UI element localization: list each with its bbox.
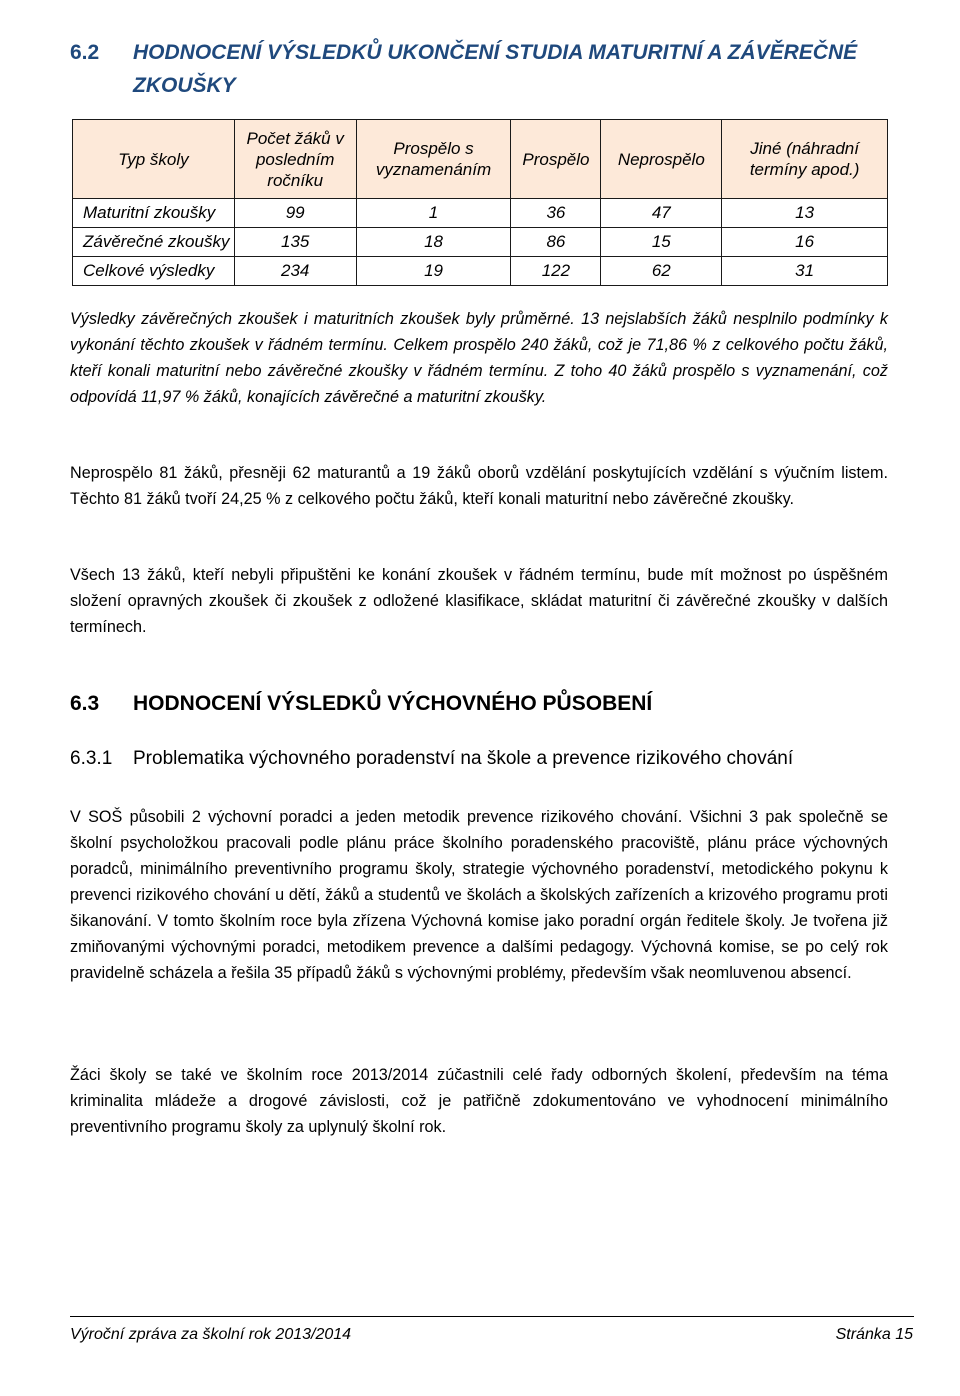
exam-results-table [72,119,888,286]
table-row [73,199,888,228]
section-6-3-1-heading [70,744,930,774]
table-cell: 13 [722,199,888,228]
table-cell: 16 [722,228,888,257]
table-cell: Závěrečné zkoušky [73,228,235,257]
section-number: 6.3 [70,692,100,715]
header-cell: Jiné (náhradní termíny apod.) [722,120,888,199]
section-title: HODNOCENÍ VÝSLEDKŮ UKONČENÍ STUDIA MATURITNÍ A ZÁVĚREČNÉ ZKOUŠKY [133,41,858,97]
table-cell: 31 [722,257,888,286]
paragraph-retakes: Všech 13 žáků, kteří nebyli připuštěni ke konání zkoušek v řádném termínu, bude mít možnost po úspěšném složení opravných zkoušek či zkoušek z odložené klasifikace, skládat maturitní či závěrečné zkoušky v dalších termínech. [70,566,888,636]
table-row [73,228,888,257]
table-row [73,257,888,286]
table-cell: 99 [234,199,356,228]
table-cell: 62 [601,257,722,286]
section-number: 6.3.1 [70,748,113,769]
table-cell: 47 [601,199,722,228]
table-cell: 19 [356,257,511,286]
footer-divider [70,1316,914,1317]
page-number: Stránka 15 [835,1326,913,1343]
paragraph-failed: Neprospělo 81 žáků, přesněji 62 maturantů a 19 žáků oborů vzdělání poskytujících vzdělání s výučním listem. Těchto 81 žáků tvoří 24,25 % z celkového počtu žáků, kteří konali maturitní nebo závěrečné zkoušky. [70,464,888,508]
footer-title: Výroční zpráva za školní rok 2013/2014 [70,1326,352,1343]
section-6-2-heading [70,36,910,102]
table-cell: 234 [234,257,356,286]
paragraph-counseling: V SOŠ působili 2 výchovní poradci a jeden metodik prevence rizikového chování. Všichni 3 pak společně se školní psycholožkou pracovali podle plánu práce školního poradenského pracoviště, plánu práce výchovných poradců, minimálního preventivního programu školy, strategie výchovného poradenství, metodického pokynu k prevenci rizikového chování u dětí, žáků a studentů ve školách a školských zařízeních a krizového programu proti šikanování. V tomto školním roce byla zřízena Výchovná komise jako poradní orgán ředitele školy. Je tvořena již zmiňovanými výchovnými poradci, metodikem prevence a dalšími pedagogy. Výchovná komise, se po celý rok pravidelně scházela a řešila 35 případů žáků s výchovnými problémy, především však neomluvenou absencí. [70,808,888,982]
section-title: Problematika výchovného poradenství na škole a prevence rizikového chování [133,748,794,769]
paragraph-exam-results: Výsledky závěrečných zkoušek i maturitních zkoušek byly průměrné. 13 nejslabších žáků nesplnilo podmínky k vykonání těchto zkoušek v řádném termínu. Celkem prospělo 240 žáků, což je 71,86 % z celkového počtu žáků, kteří konali maturitní nebo závěrečné zkoušky v řádném termínu. Z toho 40 žáků prospělo s vyznamenání, což odpovídá 11,97 % žáků, konajících závěrečné a maturitní zkoušky. [70,310,888,406]
section-title: HODNOCENÍ VÝSLEDKŮ VÝCHOVNÉHO PŮSOBENÍ [133,692,653,715]
table-cell: 86 [511,228,601,257]
header-cell: Prospělo s vyznamenáním [356,120,511,199]
table-cell: 135 [234,228,356,257]
section-6-3-heading [70,689,910,719]
table-cell: 18 [356,228,511,257]
table-cell: 36 [511,199,601,228]
table-cell: 15 [601,228,722,257]
table-cell: 122 [511,257,601,286]
header-cell: Počet žáků v posledním ročníku [234,120,356,199]
paragraph-training: Žáci školy se také ve školním roce 2013/2014 zúčastnili celé řady odborných školení, především na téma kriminalita mládeže a drogové závislosti, což je patřičně zdokumentováno ve vyhodnocení minimálního preventivního programu školy za uplynulý školní rok. [70,1066,888,1136]
header-cell: Typ školy [73,120,235,199]
table-cell: Maturitní zkoušky [73,199,235,228]
header-cell: Neprospělo [601,120,722,199]
section-number: 6.2 [70,41,100,64]
table-cell: Celkové výsledky [73,257,235,286]
table-header-row [73,120,888,199]
header-cell: Prospělo [511,120,601,199]
table-cell: 1 [356,199,511,228]
